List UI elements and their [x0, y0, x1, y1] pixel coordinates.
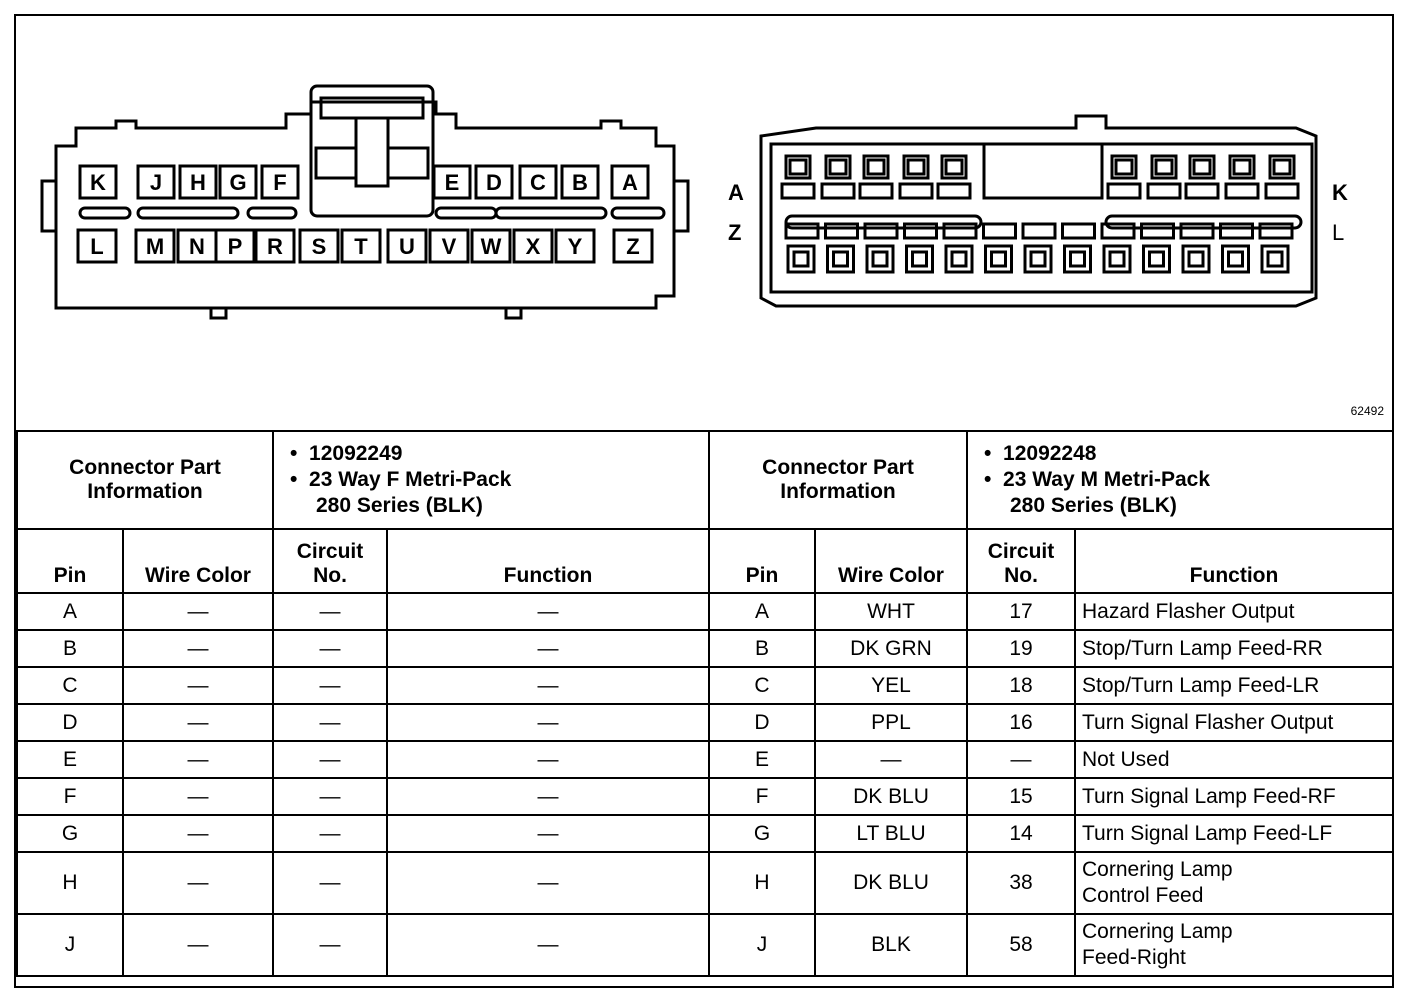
header-function-right: Function: [1075, 529, 1393, 593]
left-pin-cell: J: [17, 914, 123, 976]
left-pin-cell: E: [17, 741, 123, 778]
female-pin-s-label: S: [311, 234, 327, 259]
male-bottom-cavity: [867, 246, 893, 272]
male-bottom-cavity-inner: [913, 252, 927, 266]
male-top-slot: [1108, 184, 1140, 198]
left-wire-cell: —: [123, 593, 273, 630]
table-row: [17, 630, 1393, 667]
male-bottom-cavity: [1104, 246, 1130, 272]
male-bottom-slot: [1023, 224, 1055, 238]
female-pin-z-label: Z: [626, 234, 640, 259]
male-top-slot: [938, 184, 970, 198]
male-bottom-cavity: [1025, 246, 1051, 272]
female-pin-e-label: E: [444, 170, 460, 195]
male-top-slot: [1186, 184, 1218, 198]
left-circuit-cell: —: [273, 914, 387, 976]
left-circuit-cell: —: [273, 778, 387, 815]
male-bottom-cavity-inner: [1110, 252, 1124, 266]
male-label-bottom-left: Z: [728, 220, 742, 245]
male-top-cavity-inner: [908, 160, 924, 174]
male-bottom-cavity-inner: [1189, 252, 1203, 266]
table-row: [17, 593, 1393, 630]
male-top-cavity-inner: [868, 160, 884, 174]
left-function-cell: —: [387, 704, 709, 741]
male-bottom-cavity-inner: [873, 252, 887, 266]
left-function-cell: —: [387, 630, 709, 667]
right-wire-cell: DK GRN: [815, 630, 967, 667]
left-circuit-cell: —: [273, 815, 387, 852]
male-bottom-cavity: [828, 246, 854, 272]
right-wire-cell: WHT: [815, 593, 967, 630]
left-info-title: Connector Part Information: [17, 431, 273, 529]
left-pin-cell: D: [17, 704, 123, 741]
left-pin-cell: F: [17, 778, 123, 815]
left-wire-cell: —: [123, 704, 273, 741]
male-bottom-slot: [865, 224, 897, 238]
female-pin-x-label: X: [525, 234, 541, 259]
right-wire-cell: YEL: [815, 667, 967, 704]
table-row: [17, 852, 1393, 914]
right-function-cell: Stop/Turn Lamp Feed-RR: [1075, 630, 1393, 667]
male-bottom-cavity: [1065, 246, 1091, 272]
female-pin-a-label: A: [622, 170, 638, 195]
right-function-cell: Cornering Lamp Control Feed: [1075, 852, 1393, 914]
male-label-top-right: K: [1332, 180, 1348, 205]
left-info-details: [273, 431, 709, 529]
right-circuit-cell: 17: [967, 593, 1075, 630]
table-row: [17, 914, 1393, 976]
header-wire-left: Wire Color: [123, 529, 273, 593]
left-wire-cell: —: [123, 852, 273, 914]
male-top-cavity-inner: [830, 160, 846, 174]
male-top-slot: [860, 184, 892, 198]
male-top-cavity-inner: [1194, 160, 1210, 174]
male-bottom-cavity: [1223, 246, 1249, 272]
right-wire-cell: PPL: [815, 704, 967, 741]
right-circuit-cell: 14: [967, 815, 1075, 852]
male-bottom-slot: [1063, 224, 1095, 238]
male-bottom-cavity-inner: [992, 252, 1006, 266]
male-top-cavity-inner: [1234, 160, 1250, 174]
female-pin-f-label: F: [273, 170, 287, 195]
male-top-slot: [782, 184, 814, 198]
left-circuit-cell: —: [273, 704, 387, 741]
right-pin-cell: A: [709, 593, 815, 630]
table-row: [17, 741, 1393, 778]
table-row: [17, 704, 1393, 741]
left-wire-cell: —: [123, 667, 273, 704]
left-function-cell: —: [387, 852, 709, 914]
left-wire-cell: —: [123, 815, 273, 852]
male-top-slot: [1266, 184, 1298, 198]
male-bottom-slot: [1142, 224, 1174, 238]
male-top-cavity-inner: [1116, 160, 1132, 174]
male-bottom-cavity: [1183, 246, 1209, 272]
left-wire-cell: —: [123, 741, 273, 778]
male-bottom-slot: [1181, 224, 1213, 238]
female-pin-w-label: W: [480, 234, 502, 259]
male-bottom-cavity-inner: [952, 252, 966, 266]
figure-code: 62492: [1350, 404, 1384, 418]
right-pin-cell: D: [709, 704, 815, 741]
table-row: [17, 778, 1393, 815]
male-bottom-cavity-inner: [1150, 252, 1164, 266]
right-wire-cell: —: [815, 741, 967, 778]
female-pin-v-label: V: [441, 234, 457, 259]
left-function-cell: —: [387, 815, 709, 852]
female-connector-body: [56, 102, 674, 308]
right-circuit-cell: 15: [967, 778, 1075, 815]
male-bottom-slot: [944, 224, 976, 238]
right-part-number: • 12092248: [984, 441, 1386, 467]
right-wire-cell: BLK: [815, 914, 967, 976]
female-pin-c-label: C: [530, 170, 546, 195]
male-bottom-cavity: [986, 246, 1012, 272]
pin-rows: [17, 593, 1393, 976]
right-circuit-cell: 38: [967, 852, 1075, 914]
connector-diagrams: [16, 16, 1392, 430]
female-pin-u-label: U: [399, 234, 415, 259]
male-bottom-cavity: [1262, 246, 1288, 272]
male-bottom-cavity-inner: [834, 252, 848, 266]
right-wire-cell: DK BLU: [815, 852, 967, 914]
female-pin-t-label: T: [354, 234, 368, 259]
female-pin-b-label: B: [572, 170, 588, 195]
male-top-slot: [1226, 184, 1258, 198]
left-function-cell: —: [387, 593, 709, 630]
right-circuit-cell: 18: [967, 667, 1075, 704]
male-top-slot: [900, 184, 932, 198]
header-pin-right: Pin: [709, 529, 815, 593]
connector-drawing: [16, 16, 1392, 430]
right-function-cell: Turn Signal Flasher Output: [1075, 704, 1393, 741]
right-pin-cell: C: [709, 667, 815, 704]
left-circuit-cell: —: [273, 667, 387, 704]
left-wire-cell: —: [123, 914, 273, 976]
male-top-slot: [1148, 184, 1180, 198]
header-function-left: Function: [387, 529, 709, 593]
female-pin-d-label: D: [486, 170, 502, 195]
right-circuit-cell: —: [967, 741, 1075, 778]
female-pin-k-label: K: [90, 170, 106, 195]
male-bottom-slot: [984, 224, 1016, 238]
female-pin-l-label: L: [90, 234, 104, 259]
female-pin-j-label: J: [149, 170, 163, 195]
left-circuit-cell: —: [273, 741, 387, 778]
pinout-table: [16, 430, 1394, 977]
female-pin-h-label: H: [190, 170, 206, 195]
right-function-cell: Turn Signal Lamp Feed-RF: [1075, 778, 1393, 815]
right-function-cell: Hazard Flasher Output: [1075, 593, 1393, 630]
male-bottom-slot: [905, 224, 937, 238]
male-bottom-slot: [1221, 224, 1253, 238]
right-circuit-cell: 19: [967, 630, 1075, 667]
header-pin-left: Pin: [17, 529, 123, 593]
right-circuit-cell: 16: [967, 704, 1075, 741]
left-pin-cell: H: [17, 852, 123, 914]
right-function-cell: Cornering Lamp Feed-Right: [1075, 914, 1393, 976]
right-description-2: 280 Series (BLK): [1010, 494, 1177, 517]
male-bottom-cavity-inner: [1071, 252, 1085, 266]
table-row: [17, 667, 1393, 704]
left-description-2: 280 Series (BLK): [316, 494, 483, 517]
male-bottom-cavity: [1144, 246, 1170, 272]
diagram-frame: [14, 14, 1394, 988]
left-circuit-cell: —: [273, 852, 387, 914]
left-circuit-cell: —: [273, 593, 387, 630]
right-pin-cell: J: [709, 914, 815, 976]
right-function-cell: Stop/Turn Lamp Feed-LR: [1075, 667, 1393, 704]
table-row: [17, 815, 1393, 852]
left-pin-cell: C: [17, 667, 123, 704]
male-bottom-slot: [786, 224, 818, 238]
left-description: • 23 Way F Metri-Pack: [290, 467, 702, 493]
right-wire-cell: LT BLU: [815, 815, 967, 852]
male-bottom-cavity-inner: [1229, 252, 1243, 266]
left-pin-cell: A: [17, 593, 123, 630]
left-pin-cell: G: [17, 815, 123, 852]
right-pin-cell: F: [709, 778, 815, 815]
female-pin-r-label: R: [267, 234, 283, 259]
right-description: • 23 Way M Metri-Pack: [984, 467, 1386, 493]
left-wire-cell: —: [123, 778, 273, 815]
male-top-cavity-inner: [1274, 160, 1290, 174]
right-pin-cell: E: [709, 741, 815, 778]
male-top-cavity-inner: [1156, 160, 1172, 174]
left-pin-cell: B: [17, 630, 123, 667]
male-top-cavity-inner: [946, 160, 962, 174]
male-bottom-cavity-inner: [794, 252, 808, 266]
right-function-cell: Turn Signal Lamp Feed-LF: [1075, 815, 1393, 852]
right-wire-cell: DK BLU: [815, 778, 967, 815]
left-function-cell: —: [387, 914, 709, 976]
female-pin-n-label: N: [189, 234, 205, 259]
female-pin-p-label: P: [227, 234, 243, 259]
female-bottom-row-cavities: [78, 230, 652, 262]
right-circuit-cell: 58: [967, 914, 1075, 976]
left-circuit-cell: —: [273, 630, 387, 667]
right-pin-cell: B: [709, 630, 815, 667]
left-part-number: • 12092249: [290, 441, 702, 467]
column-header-row: [17, 529, 1393, 593]
male-bottom-cavity-inner: [1031, 252, 1045, 266]
male-top-slot: [822, 184, 854, 198]
male-bottom-slot: [826, 224, 858, 238]
header-circuit-right: Circuit No.: [967, 529, 1075, 593]
left-function-cell: —: [387, 667, 709, 704]
right-info-title: Connector Part Information: [709, 431, 967, 529]
male-bottom-cavity: [788, 246, 814, 272]
male-top-cavity-inner: [790, 160, 806, 174]
left-function-cell: —: [387, 741, 709, 778]
female-pin-g-label: G: [229, 170, 247, 195]
female-top-row-cavities: [80, 166, 648, 198]
right-function-cell: Not Used: [1075, 741, 1393, 778]
male-label-top-left: A: [728, 180, 744, 205]
right-info-details: [967, 431, 1393, 529]
male-bottom-cavity: [907, 246, 933, 272]
male-cavities: [782, 156, 1298, 272]
left-function-cell: —: [387, 778, 709, 815]
male-bottom-slot: [1260, 224, 1292, 238]
connector-info-row: [17, 431, 1393, 529]
male-bottom-cavity-inner: [1268, 252, 1282, 266]
female-pin-m-label: M: [145, 234, 165, 259]
header-circuit-left: Circuit No.: [273, 529, 387, 593]
male-bottom-cavity: [946, 246, 972, 272]
right-pin-cell: H: [709, 852, 815, 914]
right-pin-cell: G: [709, 815, 815, 852]
left-wire-cell: —: [123, 630, 273, 667]
male-label-bottom-right: L: [1332, 220, 1345, 245]
female-pin-y-label: Y: [567, 234, 583, 259]
header-wire-right: Wire Color: [815, 529, 967, 593]
